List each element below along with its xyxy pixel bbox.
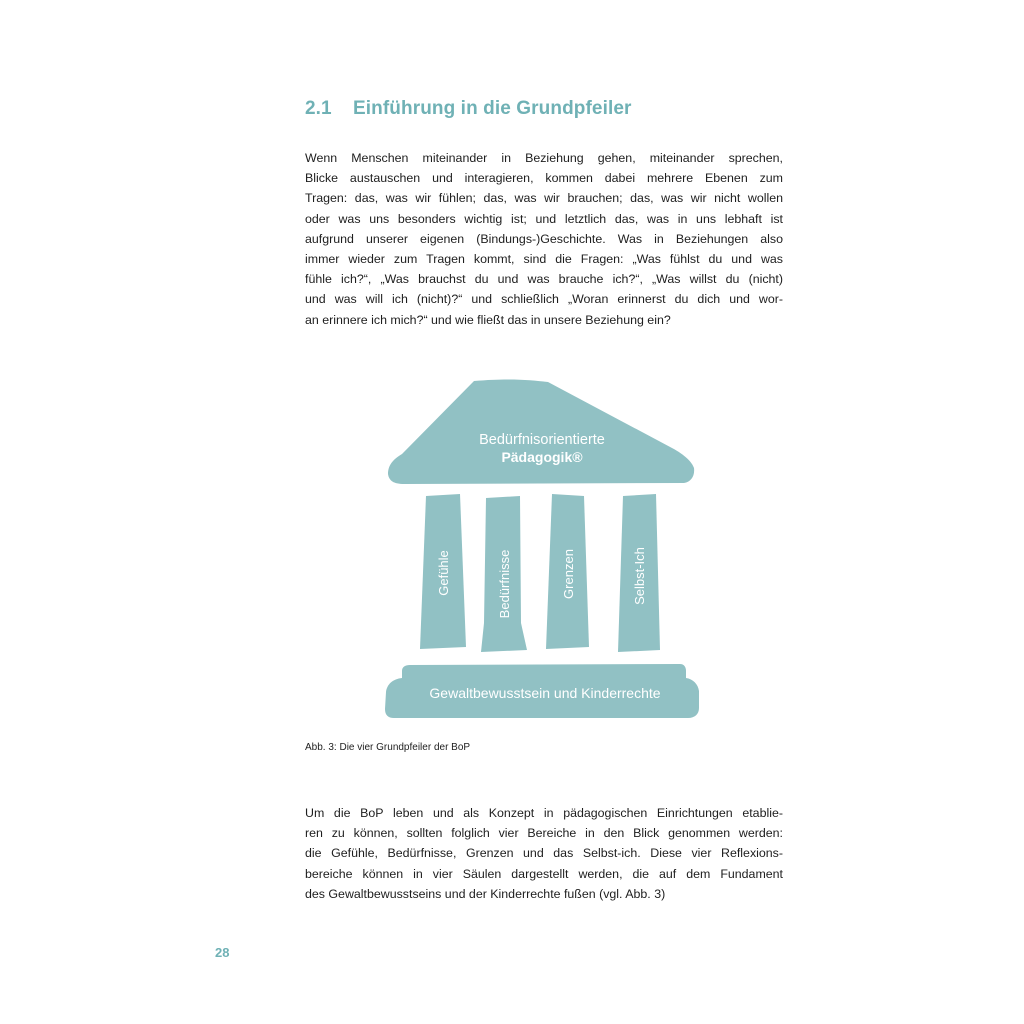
paragraph-line: Um die BoP leben und als Konzept in pädagogischen Einrichtungen etablie- [305,806,783,820]
temple-figure [380,378,710,723]
body-paragraph [305,803,783,904]
pillar-label-grenzen: Grenzen [561,549,576,599]
roof-label-line-2: Pädagogik® [501,449,583,465]
section-heading [305,98,632,120]
figure-caption: Abb. 3: Die vier Grundpfeiler der BoP [305,742,471,753]
pillar-label-beduerfnisse: Bedürfnisse [497,549,512,619]
pillar-label-selbst-ich: Selbst-Ich [632,547,647,605]
paragraph-line: und was will ich (nicht)?“ und schließlich „Woran erinnerst du dich und wor- [305,292,783,307]
section-number: 2.1 [305,98,332,119]
paragraph-line: aufgrund unserer eigenen (Bindungs-)Geschichte. Was in Beziehungen also [305,231,783,246]
paragraph-line: an erinnere ich mich?“ und wie fließt das in unsere Beziehung ein? [305,312,671,327]
paragraph-line: Wenn Menschen miteinander in Beziehung gehen, miteinander sprechen, [305,151,783,165]
roof-label-line-1: Bedürfnisorientierte [479,432,605,448]
paragraph-line: Blicke austauschen und interagieren, kommen dabei mehrere Ebenen zum [305,171,783,186]
paragraph-line: des Gewaltbewusstseins und der Kinderrechte fußen (vgl. Abb. 3) [305,886,666,901]
paragraph-line: oder was uns besonders wichtig ist; und letztlich das, was in uns lebhaft ist [305,211,783,226]
paragraph-line: die Gefühle, Bedürfnisse, Grenzen und das Selbst-ich. Diese vier Reflexions- [305,846,783,861]
section-title: Einführung in die Grundpfeiler [353,98,632,119]
paragraph-line: Tragen: das, was wir fühlen; das, was wir brauchen; das, was wir nicht wollen [305,191,783,206]
temple-illustration [380,378,710,723]
foundation-label: Gewaltbewusstsein und Kinderrechte [429,685,661,701]
page-number: 28 [215,945,230,960]
intro-paragraph [305,148,783,330]
paragraph-line: fühle ich?“, „Was brauchst du und was brauche ich?“, „Was willst du (nicht) [305,272,783,287]
paragraph-line: immer wieder zum Tragen kommt, sind die Fragen: „Was fühlst du und was [305,252,783,267]
pillar-label-gefuehle: Gefühle [436,550,451,596]
paragraph-line: bereiche können in vier Säulen dargestellt werden, die auf dem Fundament [305,866,783,881]
paragraph-line: ren zu können, sollten folglich vier Bereiche in den Blick genommen werden: [305,826,783,841]
